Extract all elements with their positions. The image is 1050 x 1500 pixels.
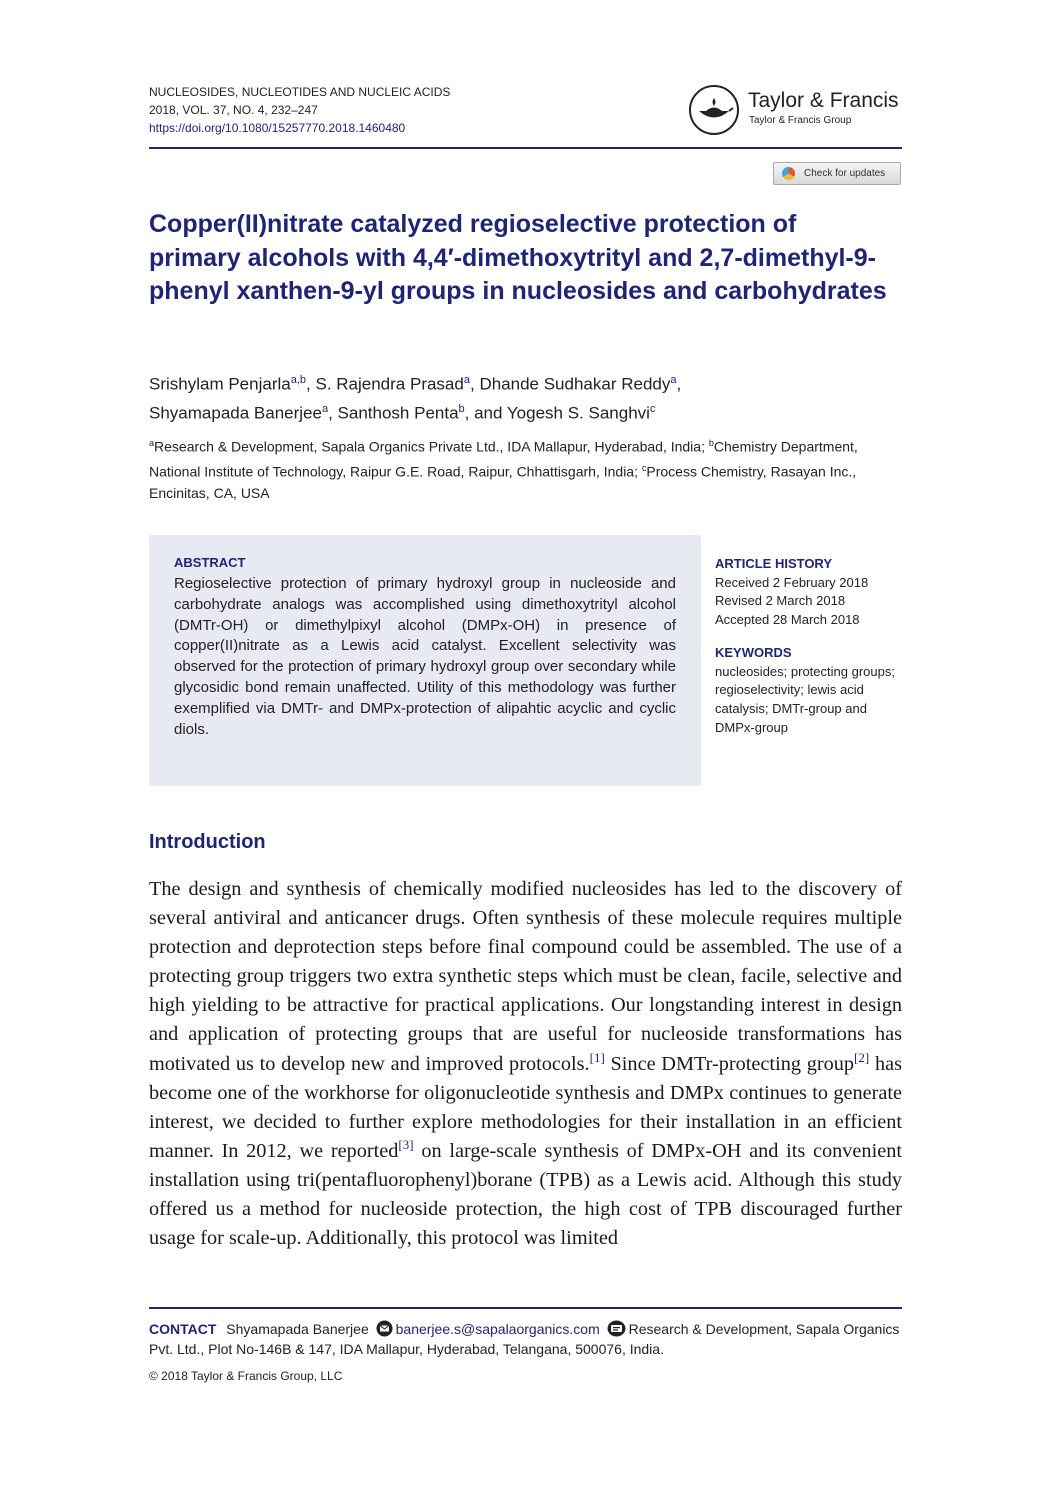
address-icon [607, 1320, 626, 1337]
affiliation-b: Chemistry Department, National Institute of Technology, Raipur G.E. Road, Raipur, Chhattisgarh, India; [149, 438, 858, 480]
author-sep: , [469, 374, 480, 394]
contact-label: CONTACT [149, 1321, 217, 1337]
contact-info [149, 1319, 909, 1359]
crossmark-icon [782, 167, 795, 180]
citation-2[interactable]: [2] [854, 1049, 870, 1065]
history-revised: Revised 2 March 2018 [715, 593, 846, 609]
author-sep: , [676, 374, 682, 394]
history-heading: ARTICLE HISTORY [715, 556, 833, 571]
author-3[interactable]: Dhande Sudhakar Reddy [479, 374, 671, 394]
author-2[interactable]: S. Rajendra Prasad [315, 374, 464, 394]
citation-1[interactable]: [1] [589, 1049, 605, 1065]
intro-text-3: has become one of the workhorse for oligonucleotide synthesis and DMPx continues to generate interest, we decided to further explore methodologies for their installation in an efficient manner. In 2012, we reported [149, 1052, 902, 1162]
keywords-heading: KEYWORDS [715, 644, 792, 660]
author-4-aff[interactable]: a [321, 402, 329, 415]
doi-link[interactable]: https://doi.org/10.1080/15257770.2018.1460480 [149, 121, 406, 135]
intro-text-4: on large-scale synthesis of DMPx-OH and its convenient installation using tri(pentafluorophenyl)borane (TPB) as a Lewis acid. Although this study offered us a method for nucleoside protection, the high cost of TPB discouraged further usage for scale-up. Additionally, this protocol was limited [149, 1139, 902, 1250]
abstract-box [149, 535, 701, 786]
introduction-body [149, 875, 902, 1253]
affiliation-c-mark: c [641, 463, 647, 474]
author-5[interactable]: Santhosh Penta [337, 403, 459, 423]
journal-info [149, 83, 450, 137]
publisher-name: Taylor & Francis [748, 89, 899, 112]
affiliation-c: Process Chemistry, Rasayan Inc., Encinitas, CA, USA [149, 463, 857, 502]
article-title: Copper(II)nitrate catalyzed regioselective protection of primary alcohols with 4,4′-dimethoxytrityl and 2,7-dimethyl-9-phenyl xanthen-9-yl groups in nucleosides and carbohydrates [149, 210, 887, 305]
author-1[interactable]: Srishylam Penjarla [149, 374, 291, 394]
affiliations [149, 433, 909, 505]
header-rule [149, 147, 902, 149]
author-5-aff[interactable]: b [458, 402, 465, 415]
journal-name: NUCLEOSIDES, NUCLEOTIDES AND NUCLEIC ACIDS [149, 85, 451, 99]
abstract-heading: ABSTRACT [174, 555, 246, 570]
keywords-text: nucleosides; protecting groups; regioselectivity; lewis acid catalysis; DMTr-group and DMPx-group [715, 663, 895, 735]
journal-volume: 2018, VOL. 37, NO. 4, 232–247 [149, 103, 318, 117]
lamp-logo-icon [688, 84, 740, 136]
author-2-aff[interactable]: a [463, 374, 470, 386]
history-accepted: Accepted 28 March 2018 [715, 612, 860, 628]
email-icon [376, 1320, 393, 1337]
publisher-logo [688, 84, 902, 136]
article-sidebar [715, 555, 910, 737]
history-received: Received 2 February 2018 [715, 574, 869, 590]
author-sep: , [328, 403, 338, 423]
check-for-updates-button[interactable] [773, 162, 901, 185]
publisher-group: Taylor & Francis Group [749, 115, 852, 126]
author-1-aff[interactable]: a,b [290, 374, 307, 386]
copyright: © 2018 Taylor & Francis Group, LLC [149, 1369, 343, 1383]
author-sep: , [306, 374, 316, 394]
author-3-aff[interactable]: a [670, 374, 677, 386]
affiliation-a: Research & Development, Sapala Organics Private Ltd., IDA Mallapur, Hyderabad, India; [154, 438, 709, 455]
affiliation-a-mark: a [149, 438, 155, 448]
introduction-heading: Introduction [149, 831, 266, 853]
intro-text-2: Since DMTr-protecting group [604, 1052, 855, 1075]
check-for-updates-label: Check for updates [804, 168, 886, 179]
author-4[interactable]: Shyamapada Banerjee [149, 403, 322, 423]
footer-rule [149, 1307, 902, 1309]
contact-name: Shyamapada Banerjee [226, 1321, 369, 1337]
abstract-text: Regioselective protection of primary hydroxyl group in nucleoside and carbohydrate analogs was accomplished using dimethoxytrityl alcohol (DMTr-OH) or dimethylpixyl alcohol (DMPx-OH) in presence of copper(II)nitrate as a Lewis acid catalyst. Excellent selectivity was observed for the protection of primary hydroxyl group over secondary while glycosidic bond remain unaffected. Utility of this methodology was further exemplified via DMTr- and DMPx-protection of alipahtic acyclic and cyclic diols. [174, 575, 676, 738]
intro-text-1: The design and synthesis of chemically modified nucleosides has led to the discovery of several antiviral and anticancer drugs. Often synthesis of these molecule requires multiple protection and deprotection steps before final compound could be assembled. The use of a protecting group triggers two extra synthetic steps which must be clean, facile, selective and high yielding to be attractive for practical applications. Our longstanding interest in design and application of protecting groups that are useful for nucleoside transformations has motivated us to develop new and improved protocols. [149, 878, 902, 1075]
affiliation-b-mark: b [708, 438, 714, 448]
author-6[interactable]: Yogesh S. Sanghvi [506, 403, 650, 423]
author-sep: , and [464, 403, 507, 423]
contact-address: Research & Development, Sapala Organics Pvt. Ltd., Plot No-146B & 147, IDA Mallapur, Hyderabad, Telangana, 500076, India. [149, 1321, 900, 1357]
citation-3[interactable]: [3] [398, 1137, 414, 1153]
contact-email[interactable]: banerjee.s@sapalaorganics.com [395, 1321, 600, 1337]
author-list [149, 368, 909, 425]
author-6-aff[interactable]: c [649, 402, 656, 415]
